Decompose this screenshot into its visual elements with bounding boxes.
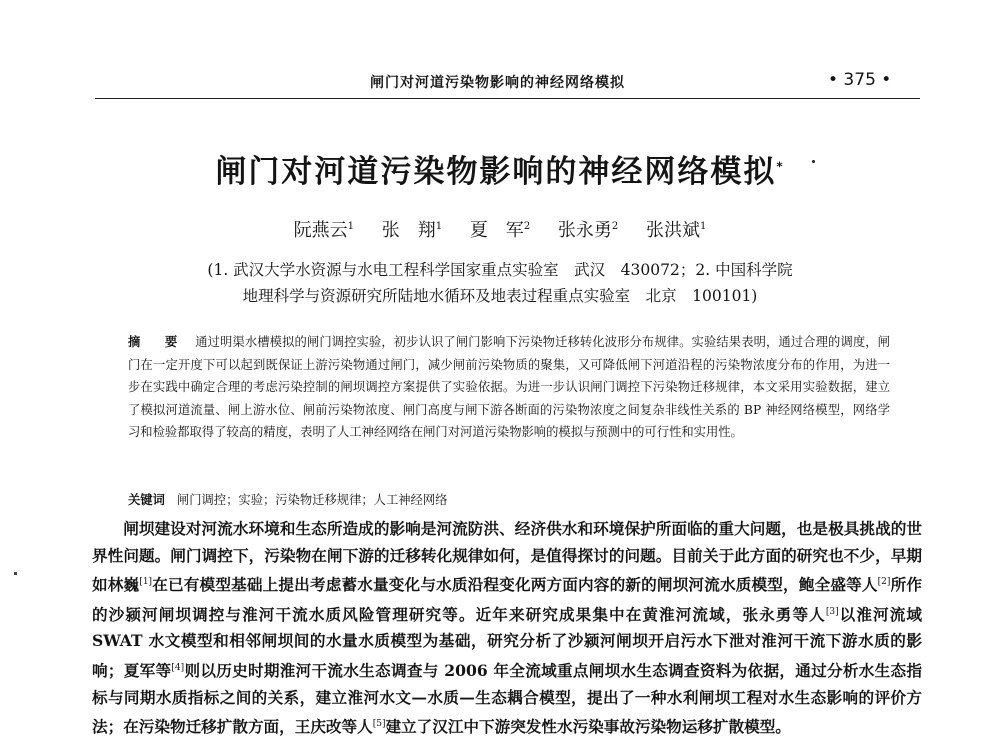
scan-speck [812,160,815,163]
author [646,216,706,242]
author-name: 张 翔 [381,220,436,241]
abstract [128,331,890,444]
author-name: 阮燕云 [293,220,348,241]
body-sentence: 闸坝建设对河流水环境和生态所造成的影响是河流防洪、经济供水和环境保护所面临的重大问题，也是极具挑战的世界性问题。闸门调控下，污染物在闸下游的迁移转化规律如何，是值得探讨的问题。目前关于此方面的研究也不少，早期如林巍 [92,519,922,595]
page-number: • 375 • [828,70,892,90]
author-affil-mark: 1 [700,221,707,232]
paper-title-text: 闸门对河道污染物影响的神经网络模拟 [215,154,777,190]
author [558,216,618,242]
author [470,216,530,242]
running-title: 闸门对河道污染物影响的神经网络模拟 [370,75,625,91]
author-affil-mark: 2 [611,221,619,232]
title-footnote-mark: * [776,159,785,174]
citation-ref: [4] [171,662,185,673]
keywords [128,490,890,508]
author-list [0,216,1000,242]
author-affil-mark: 1 [435,221,443,232]
affiliation-line-2: 地理科学与资源研究所陆地水循环及地表过程重点实验室 北京 100101) [242,287,758,305]
body-sentence: 以淮河流域 SWAT 水文模型和相邻闸坝间的水量水质模型为基础，研究分析了沙颍河闸坝开启污水下泄对淮河干流下游水质的影响；夏军等 [92,604,922,681]
abstract-text: 通过明渠水槽模拟的闸门调控实验，初步认识了闸门影响下污染物迁移转化波形分布规律。实验结果表明，通过合理的调度，闸门在一定开度下可以起到既保证上游污染物通过闸门，减少闸前污染物质的聚集，又可降低闸下河道沿程的污染物浓度分布的作用，为进一步在实践中确定合理的考虑污染控制的闸坝调控方案提供了实验依据。为进一步认识闸门调控下污染物迁移规律，本文采用实验数据，建立了模拟河道流量、闸上游水位、闸前污染物浓度、闸门高度与闸下游各断面的污染物浓度之间复杂非线性关系的 BP 神经网络模型，网络学习和检验都取得了较高的精度，表明了人工神经网络在闸门对河道污染物影响的模拟与预测中的可行性和实用性。 [128,335,890,440]
author-affil-mark: 2 [523,221,531,232]
scan-edge-mark [14,572,17,575]
keywords-text: 闸门调控；实验；污染物迁移规律；人工神经网络 [176,493,448,507]
author [294,216,354,242]
body-sentence: 则以历史时期淮河干流水生态调查与 2006 年全流域重点闸坝水生态调查资料为依据，通过分析水生态指标与同期水质指标之间的关系，建立淮河水文—水质—生态耦合模型，提出了一种水利闸坝工程对水生态影响的评价方法；在污染物迁移扩散方面，王庆改等人 [92,661,922,737]
author-name: 夏 军 [469,220,524,241]
body-sentence: 所作的沙颍河闸坝调控与淮河干流水质风险管理研究等。近年来研究成果集中在黄淮河流域，张永勇等人 [92,575,922,624]
keywords-label: 关键词 [128,493,165,507]
citation-ref: [3] [825,606,839,617]
body-sentence: 在已有模型基础上提出考虑蓄水量变化与水质沿程变化两方面内容的新的闸坝河流水质模型，鲍全盛等人 [152,575,878,595]
citation-ref: [5] [372,719,386,730]
paper-title [0,146,1000,191]
body-text [92,516,922,741]
author-affil-mark: 1 [347,221,354,232]
body-sentence: 建立了汉江中下游突发性水污染事故污染物运移扩散模型。 [385,717,791,737]
affiliation-line-1: (1. 武汉大学水资源与水电工程科学国家重点实验室 武汉 430072；2. 中国科学院 [207,261,793,279]
author [382,216,442,242]
citation-ref: [1] [139,577,153,587]
author-name: 张洪斌 [646,220,701,241]
header-rule [95,98,920,99]
intro-paragraph [92,516,922,741]
abstract-label: 摘 要 [128,335,184,349]
author-name: 张永勇 [557,220,612,241]
citation-ref: [2] [877,577,891,587]
